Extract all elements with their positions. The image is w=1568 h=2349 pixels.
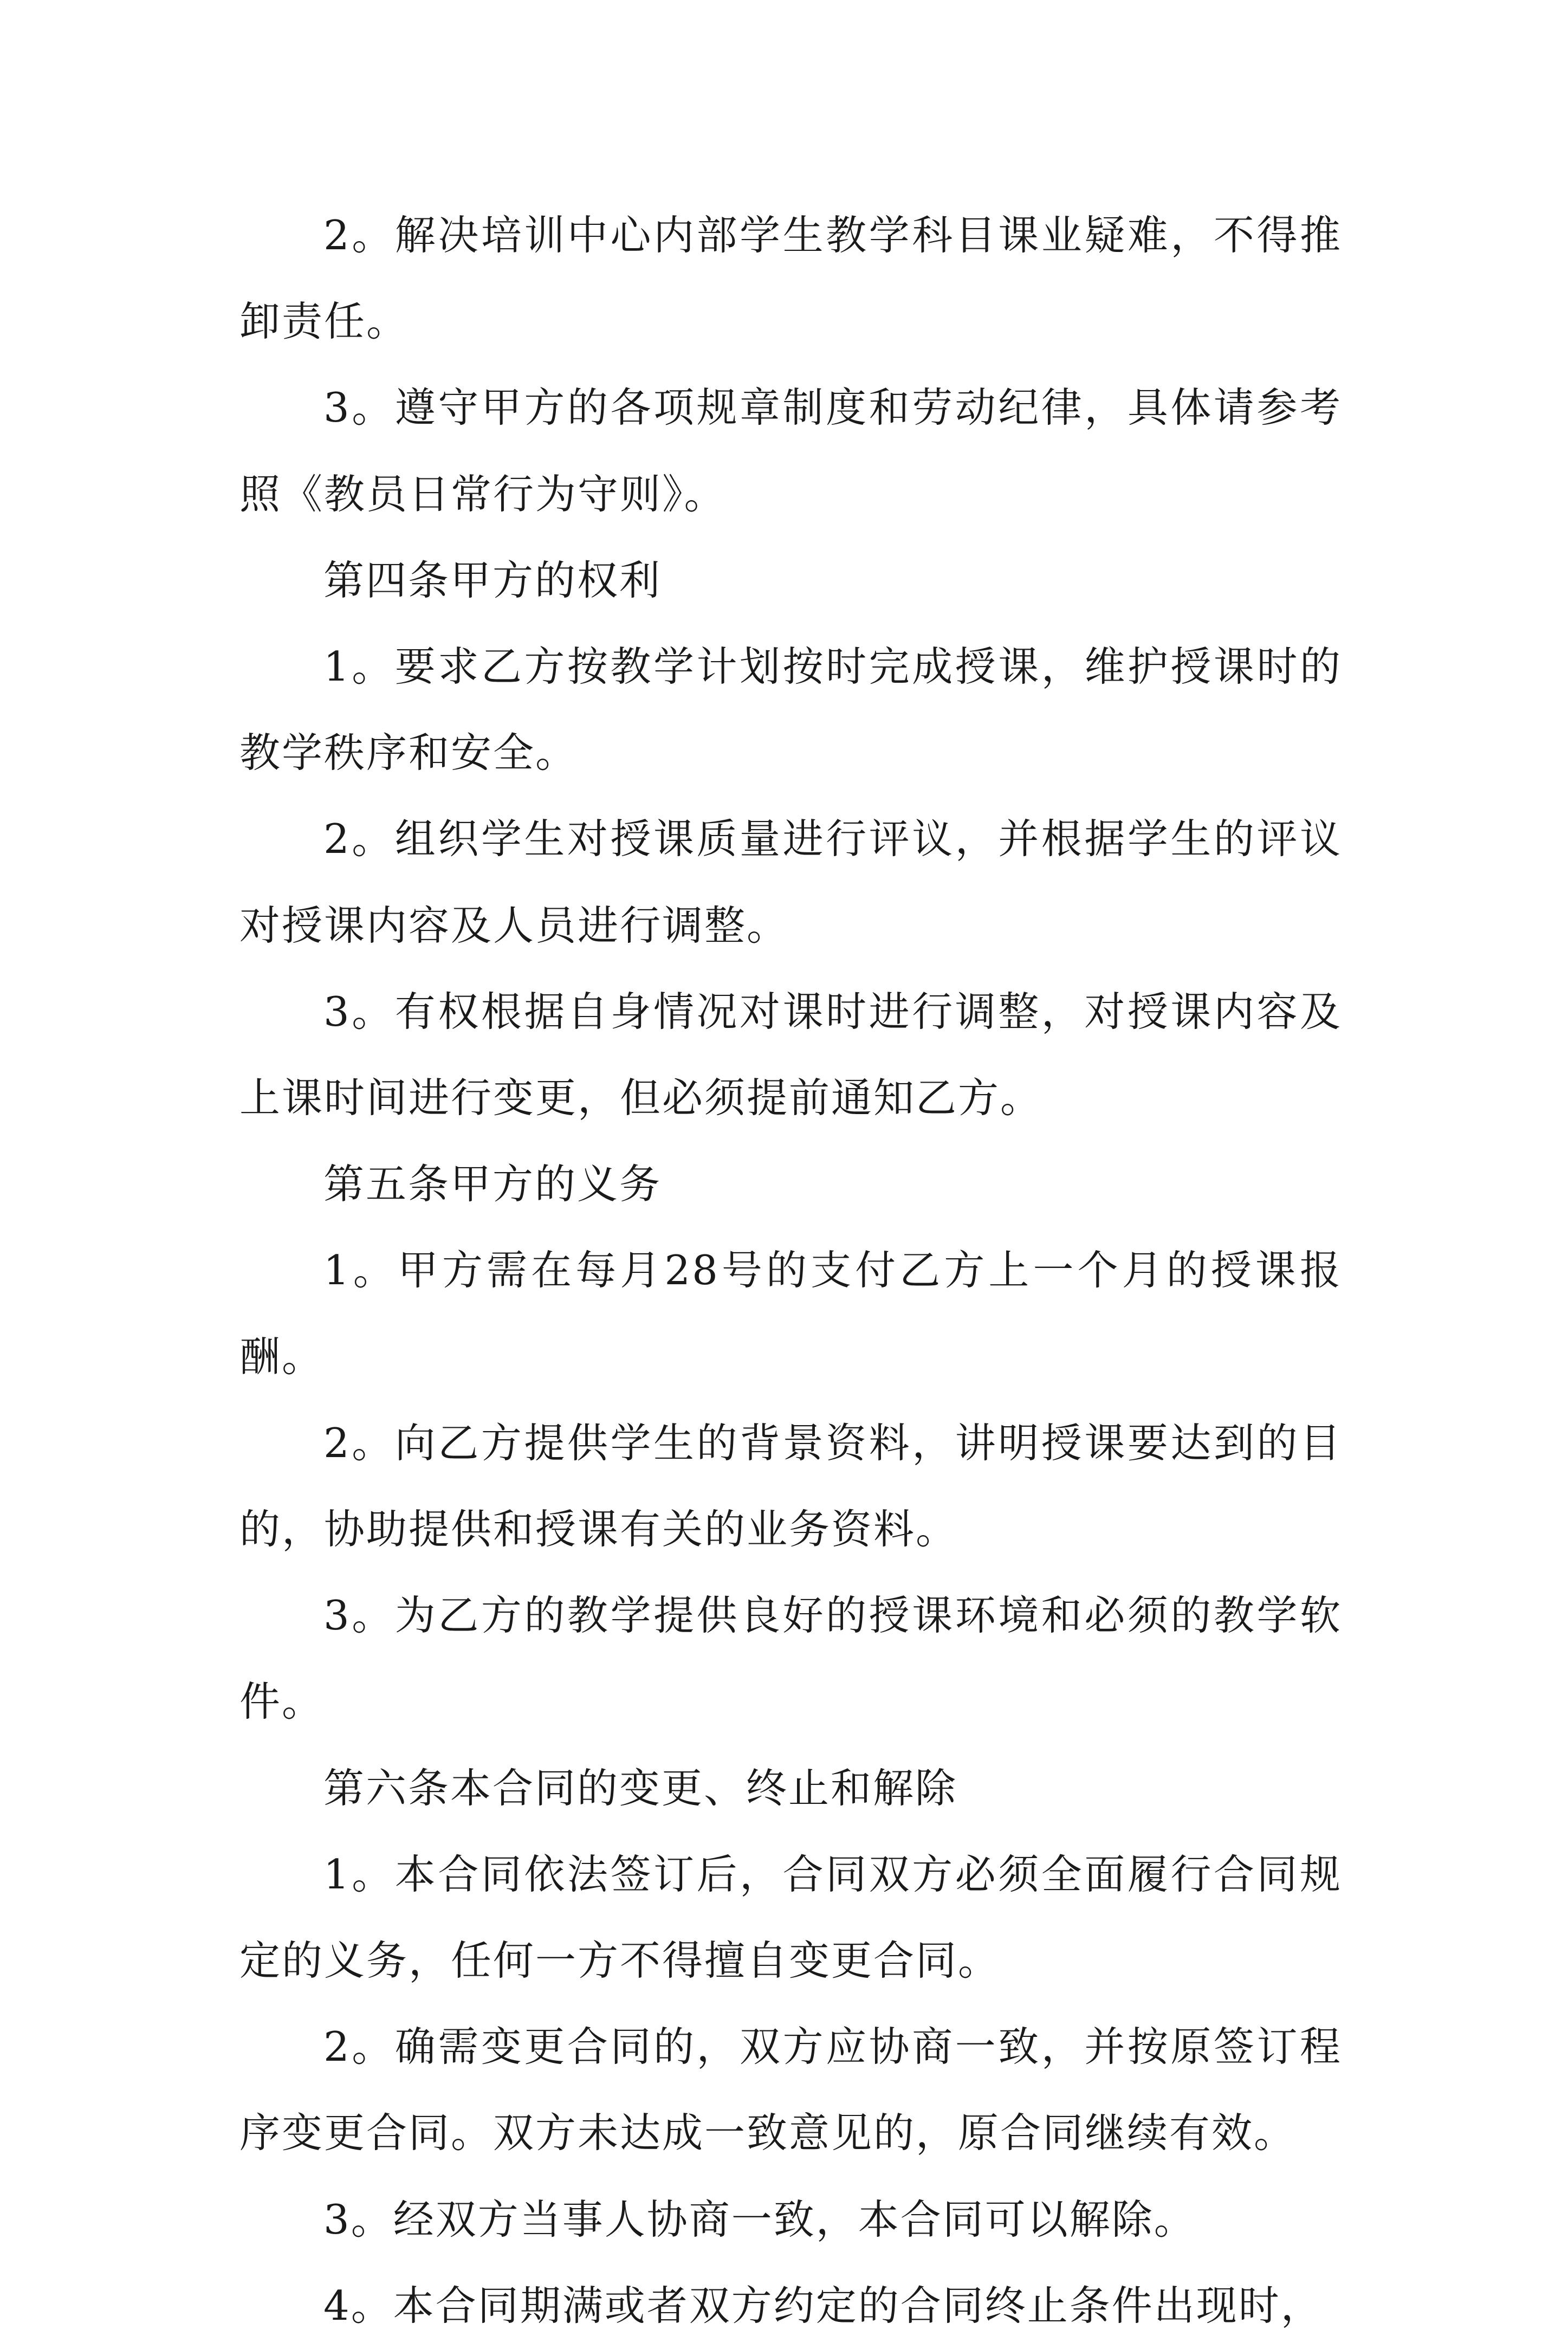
clause-item: 3。经双方当事人协商一致，本合同可以解除。 xyxy=(323,2195,1196,2243)
article-heading: 第五条甲方的义务 xyxy=(323,1160,662,1208)
clause-item: 4。本合同期满或者双方约定的合同终止条件出现时， xyxy=(323,2281,1323,2329)
clause-item: 2。组织学生对授课质量进行评议，并根据学生的评议对授课内容及人员进行调整。 xyxy=(239,815,1342,949)
article-heading: 第四条甲方的权利 xyxy=(323,556,662,604)
article-heading: 第六条本合同的变更、终止和解除 xyxy=(323,1764,958,1812)
clause-item: 1。要求乙方按教学计划按时完成授课，维护授课时的教学秩序和安全。 xyxy=(239,643,1342,777)
clause-item: 2。向乙方提供学生的背景资料，讲明授课要达到的目的，协助提供和授课有关的业务资料。 xyxy=(239,1419,1342,1554)
document-body xyxy=(239,192,1342,2349)
clause-item: 3。有权根据自身情况对课时进行调整，对授课内容及上课时间进行变更，但必须提前通知乙方。 xyxy=(239,987,1342,1122)
clause-item: 1。甲方需在每月28号的支付乙方上一个月的授课报酬。 xyxy=(239,1246,1342,1381)
clause-item: 2。确需变更合同的，双方应协商一致，并按原签订程序变更合同。双方未达成一致意见的，原合同继续有效。 xyxy=(239,2023,1342,2157)
clause-item: 3。为乙方的教学提供良好的授课环境和必须的教学软件。 xyxy=(239,1591,1342,1726)
clause-item: 1。本合同依法签订后，合同双方必须全面履行合同规定的义务，任何一方不得擅自变更合同。 xyxy=(239,1850,1342,1985)
clause-item: 2。解决培训中心内部学生教学科目课业疑难，不得推卸责任。 xyxy=(239,211,1342,346)
clause-item: 3。遵守甲方的各项规章制度和劳动纪律，具体请参考照《教员日常行为守则》。 xyxy=(239,384,1342,518)
